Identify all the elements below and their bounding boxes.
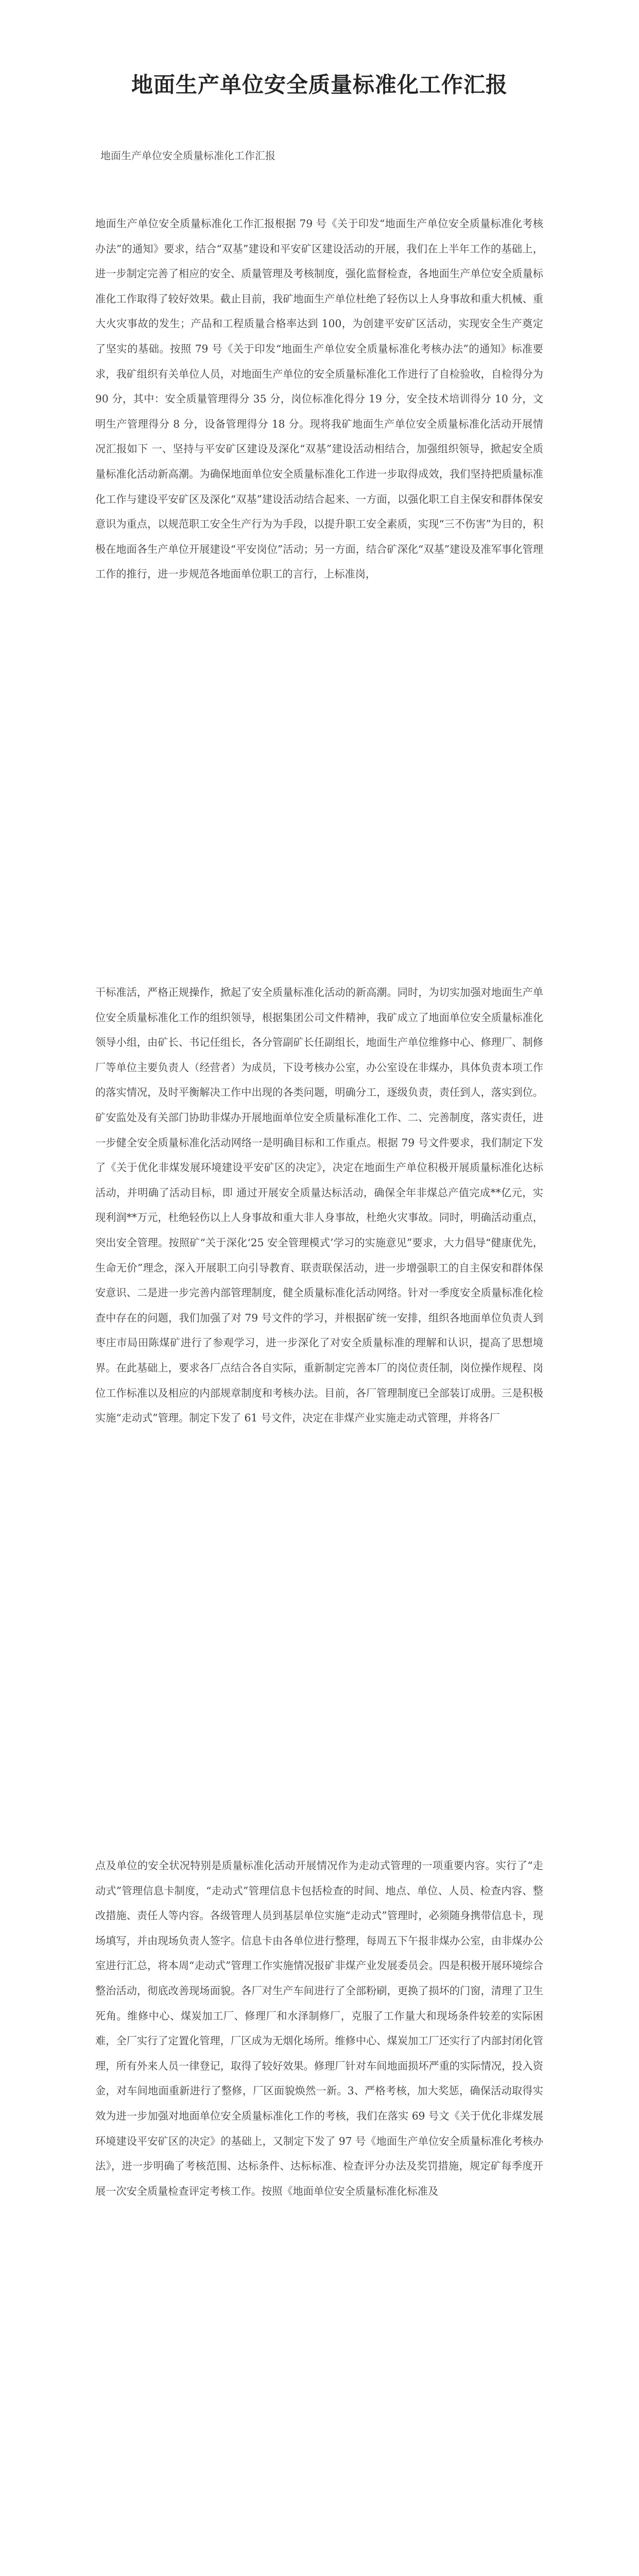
body-block-1 xyxy=(95,211,543,587)
document-title: 地面生产单位安全质量标准化工作汇报 xyxy=(131,72,508,97)
document-subtitle: 地面生产单位安全质量标准化工作汇报 xyxy=(100,149,275,162)
body-paragraph: 地面生产单位安全质量标准化工作汇报根据 79 号《关于印发“地面生产单位安全质量标准化考核办法”的通知》要求，结合“双基”建设和平安矿区建设活动的开展，我们在上半年工作的基础上，进一步制定完善了相应的安全、质量管理及考核制度，强化监督检查，各地面生产单位安全质量标准化工作取得了较好效果。截止目前，我矿地面生产单位杜绝了轻伤以上人身事故和重大机械、重大火灾事故的发生；产品和工程质量合格率达到 100，为创建平安矿区活动，实现安全生产奠定了坚实的基础。按照 79 号《关于印发“地面生产单位安全质量标准化考核办法”的通知》标准要求，我矿组织有关单位人员，对地面生产单位的安全质量标准化工作进行了自检验收，自检得分为 90 分，其中：安全质量管理得分 35 分，岗位标准化得分 19 分，安全技术培训得分 10 分，文明生产管理得分 8 分，设备管理得分 18 分。现将我矿地面生产单位安全质量标准化活动开展情况汇报如下 一、坚持与平安矿区建设及深化“双基”建设活动相结合，加强组织领导，掀起安全质量标准化活动新高潮。为确保地面单位安全质量标准化工作进一步取得成效，我们坚持把质量标准化工作与建设平安矿区及深化“双基”建设活动结合起来、一方面，以强化职工自主保安和群体保安意识为重点，以规范职工安全生产行为为手段，以提升职工安全素质，实现“三不伤害”为目的，积极在地面各生产单位开展建设“平安岗位”活动；另一方面，结合矿深化“双基”建设及准军事化管理工作的推行，进一步规范各地面单位职工的言行，上标准岗， xyxy=(95,217,543,581)
body-paragraph: 点及单位的安全状况特别是质量标准化活动开展情况作为走动式管理的一项重要内容。实行了“走动式”管理信息卡制度，“走动式”管理信息卡包括检查的时间、地点、单位、人员、检查内容、整改措施、责任人等内容。各级管理人员到基层单位实施“走动式”管理时，必须随身携带信息卡，现场填写，并由现场负责人签字。信息卡由各单位进行整理，每周五下午报非煤办公室，由非煤办公室进行汇总，将本周“走动式”管理工作实施情况报矿非煤产业发展委员会。四是积极开展环境综合整治活动，彻底改善现场面貌。各厂对生产车间进行了全部粉刷，更换了损坏的门窗，清理了卫生死角。维修中心、煤炭加工厂、修理厂和水泽制修厂，克服了工作量大和现场条件较差的实际困难，全厂实行了定置化管理，厂区成为无烟化场所。维修中心、煤炭加工厂还实行了内部封闭化管理，所有外来人员一律登记，取得了较好效果。修理厂针对车间地面损坏严重的实际情况，投入资金，对车间地面重新进行了整修，厂区面貌焕然一新。3、严格考核，加大奖惩，确保活动取得实效为进一步加强对地面单位安全质量标准化工作的考核，我们在落实 69 号文《关于优化非煤发展环境建设平安矿区的决定》的基础上，又制定下发了 97 号《地面生产单位安全质量标准化考核办法》，进一步明确了考核范围、达标条件、达标标准、检查评分办法及奖罚措施，规定矿每季度开展一次安全质量检查评定考核工作。按照《地面单位安全质量标准化标准及 xyxy=(95,1859,543,2197)
body-block-3 xyxy=(95,1853,543,2204)
body-block-2 xyxy=(95,980,543,1431)
body-paragraph: 干标准活，严格正规操作，掀起了安全质量标准化活动的新高潮。同时，为切实加强对地面生产单位安全质量标准化工作的组织领导，根据集团公司文件精神，我矿成立了地面单位安全质量标准化领导小组，由矿长、书记任组长，各分管副矿长任副组长，地面生产单位维修中心、修理厂、制修厂等单位主要负责人（经营者）为成员，下设考核办公室，办公室设在非煤办，具体负责本项工作的落实情况，及时平衡解决工作中出现的各类问题，明确分工，逐级负责，责任到人，落实到位。矿安监处及有关部门协助非煤办开展地面单位安全质量标准化工作、二、完善制度，落实责任，进一步健全安全质量标准化活动网络一是明确目标和工作重点。根据 79 号文件要求，我们制定下发了《关于优化非煤发展环境建设平安矿区的决定》，决定在地面生产单位积极开展质量标准化达标活动，并明确了活动目标，即 通过开展安全质量达标活动，确保全年非煤总产值完成**亿元，实现利润**万元，杜绝轻伤以上人身事故和重大非人身事故，杜绝火灾事故。同时，明确活动重点，突出安全管理。按照矿“关于深化‘25 安全管理模式’学习的实施意见”要求，大力倡导“健康优先，生命无价”理念，深入开展职工向引导教育、联责联保活动，进一步增强职工的自主保安和群体保安意识、二是进一步完善内部管理制度，健全质量标准化活动网络。针对一季度安全质量标准化检查中存在的问题，我们加强了对 79 号文件的学习，并根据矿统一安排，组织各地面单位负责人到枣庄市局田陈煤矿进行了参观学习，进一步深化了对安全质量标准的理解和认识，提高了思想境界。在此基础上，要求各厂点结合各自实际，重新制定完善本厂的岗位责任制，岗位操作规程、岗位工作标准以及相应的内部规章制度和考核办法。目前，各厂管理制度已全部装订成册。三是积极实施“走动式”管理。制定下发了 61 号文件，决定在非煤产业实施走动式管理，并将各厂 xyxy=(95,986,543,1425)
